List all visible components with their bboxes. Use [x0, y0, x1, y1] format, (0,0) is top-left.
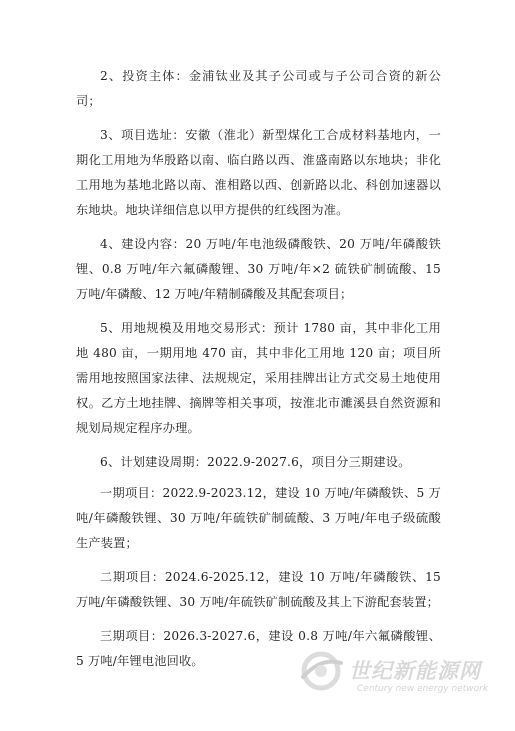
document-body	[76, 64, 441, 683]
paragraph-land-scale: 5、用地规模及用地交易形式：预计 1780 亩，其中非化工用地 480 亩，一期用地 470 亩，其中非化工用地 120 亩；项目所需用地按照国家法律、法规规定，采用挂牌出让方式交易土地使用权。乙方土地挂牌、摘牌等相关事项，按淮北市濉溪县自然资源和规划局规定程序办理。	[76, 321, 441, 435]
watermark-logo-icon	[297, 647, 345, 695]
watermark-title: 世纪新能源网	[349, 659, 481, 683]
paragraph-location: 3、项目选址：安徽（淮北）新型煤化工合成材料基地内，一期化工用地为华殷路以南、临白路以西、淮盛南路以东地块；非化工用地为基地北路以南、淮相路以西、创新路以北、科创加速器以东地块。地块详细信息以甲方提供的红线图为准。	[76, 128, 441, 217]
watermark	[297, 641, 497, 711]
paragraph-investor: 2、投资主体：金浦钛业及其子公司或与子公司合资的新公司；	[76, 69, 441, 108]
paragraph-phase-two: 二期项目：2024.6-2025.12，建设 10 万吨/年磷酸铁、15 万吨/年磷酸铁锂、30 万吨/年硫铁矿制硫酸及其上下游配套装置；	[76, 570, 441, 609]
paragraph-construction-content: 4、建设内容：20 万吨/年电池级磷酸铁、20 万吨/年磷酸铁锂、0.8 万吨/年六氟磷酸锂、30 万吨/年×2 硫铁矿制硫酸、15 万吨/年磷酸、12 万吨/年精制磷酸及其配套项目；	[76, 237, 441, 301]
paragraph-phase-three: 三期项目：2026.3-2027.6，建设 0.8 万吨/年六氟磷酸锂、5 万吨/年锂电池回收。	[76, 629, 441, 668]
paragraph-phase-one: 一期项目：2022.9-2023.12，建设 10 万吨/年磷酸铁、5 万吨/年磷酸铁锂、30 万吨/年硫铁矿制硫酸、3 万吨/年电子级硫酸生产装置；	[76, 486, 441, 550]
paragraph-schedule: 6、计划建设周期：2022.9-2027.6，项目分三期建设。	[100, 455, 411, 469]
watermark-subtitle: Century new energy network	[357, 684, 489, 694]
